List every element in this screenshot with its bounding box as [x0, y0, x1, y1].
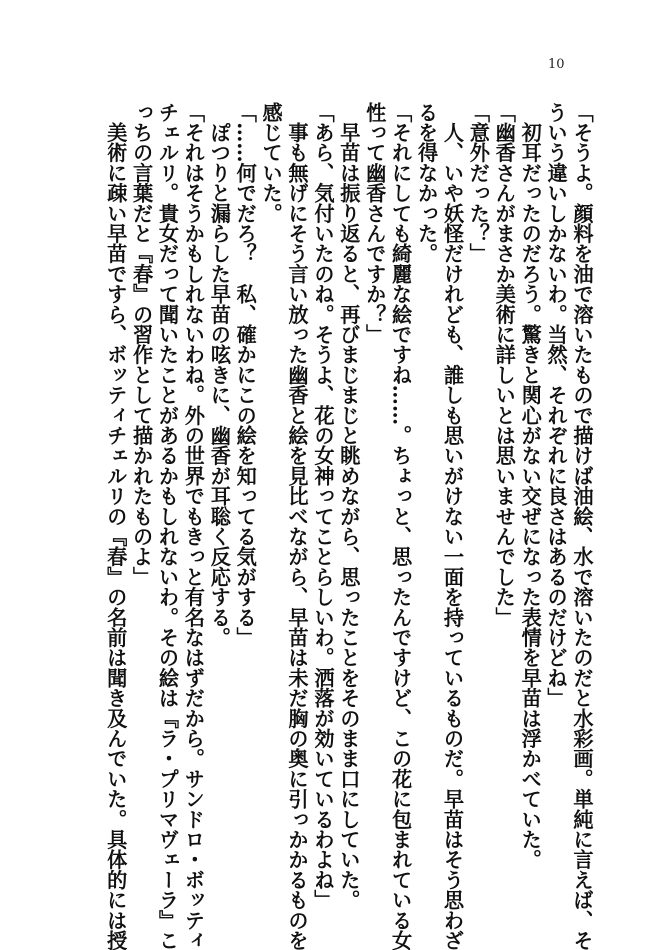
- text-line: っちの言葉だと『春』の習作として描かれたものよ」: [129, 102, 154, 587]
- text-line: 感じていた。: [259, 102, 284, 224]
- text-line: 美術に疎い早苗ですら、ボッティチェルリの『春』の名前は聞き及んでいた。具体的には授: [103, 102, 128, 950]
- text-line: 事も無げにそう言い放った幽香と絵を見比べながら、早苗は未だ胸の奥に引っかかるものを: [285, 102, 310, 950]
- page-number: 10: [548, 57, 565, 72]
- text-line: 「それにしても綺麗な絵ですね……。ちょっと、思ったんですけど、この花に包まれている女: [388, 102, 413, 950]
- text-line: 「あら、気付いたのね。そうよ、花の女神ってことらしいわ。洒落が効いているわよね」: [310, 102, 335, 910]
- text-line: 「それはそうかもしれないわね。外の世界でもきっと有名なはずだから。サンドロ・ボッティ: [181, 102, 206, 950]
- text-line: 初耳だったのだろう。驚きと関心がない交ぜになった表情を早苗は浮かべていた。: [518, 102, 543, 870]
- text-line: 「意外だった？」: [466, 102, 491, 264]
- text-line: 人、いや妖怪だけれども、誰しも思いがけない一面を持っているものだ。早苗はそう思わざ: [440, 102, 465, 950]
- text-line: ぽつりと漏らした早苗の呟きに、幽香が耳聡く反応する。: [207, 102, 232, 648]
- text-line: 早苗は振り返ると、再びまじまじと眺めながら、思ったことをそのまま口にしていた。: [336, 102, 361, 910]
- text-line: 「そうよ。顔料を油で溶いたもので描けば油絵、水で溶いたのだと水彩画。単純に言えば、そ: [570, 102, 594, 950]
- text-line: 「幽香さんがまさか美術に詳しいとは思いませんでした」: [492, 102, 517, 628]
- body-text: [102, 102, 594, 950]
- text-line: チェルリ。貴女だって聞いたことがあるかもしれないわ。その絵は『ラ・プリマヴェーラ』こ: [155, 102, 180, 950]
- text-line: るを得なかった。: [414, 102, 439, 264]
- text-line: 「……何でだろ？ 私、確かにこの絵を知ってる気がする」: [233, 102, 258, 648]
- text-line: ういう違いしかないわ。当然、それぞれに良さはあるのだけどね」: [544, 102, 569, 708]
- text-line: 性って幽香さんですか？」: [362, 102, 387, 345]
